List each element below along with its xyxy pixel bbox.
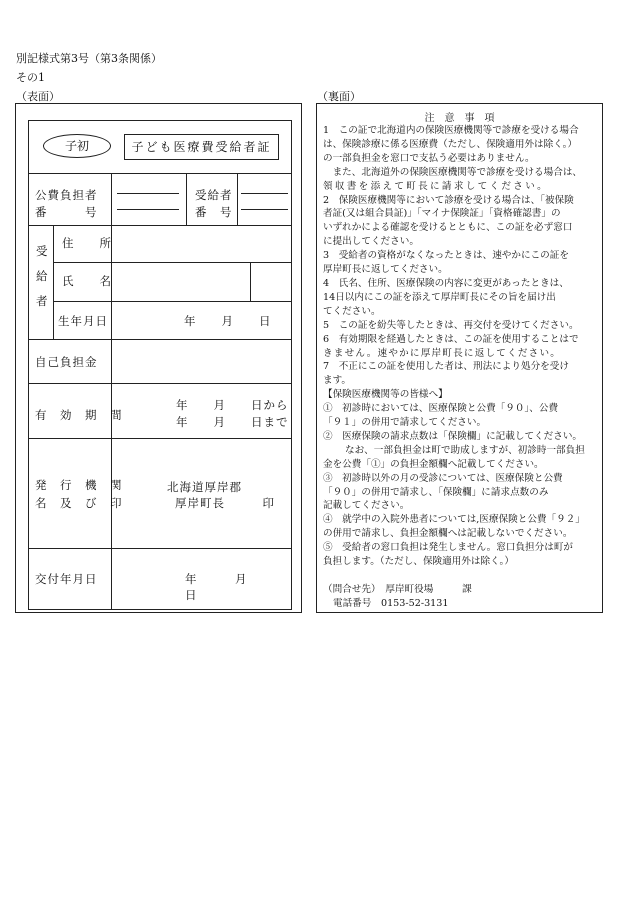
note-line: の併用で請求し、負担金額欄へは記載しないでください。 xyxy=(323,528,573,540)
validity-to: 年 月 日まで xyxy=(176,415,289,429)
notes-body xyxy=(323,124,585,611)
birthdate-label: 生年月日 xyxy=(58,314,108,328)
issuer-label: 発 行 機 関 xyxy=(35,478,123,492)
recipient-vertical-1: 受 xyxy=(36,244,49,258)
issuer-label-2: 名 及 び 印 xyxy=(35,496,123,510)
validity-from: 年 月 日から xyxy=(176,398,289,412)
note-line: 3 受給者の資格がなくなったときは、速やかにこの証を xyxy=(323,250,569,262)
form-part: その1 xyxy=(16,71,45,84)
birthdate-value: 年 月 日 xyxy=(184,314,272,328)
note-line: ③ 初診時以外の月の受診については、医療保険と公費 xyxy=(323,472,563,484)
note-line: 負担します。（ただし、保険適用外は除く。） xyxy=(323,556,514,568)
back-card xyxy=(316,103,603,613)
front-card xyxy=(15,103,302,613)
note-line: また、北海道外の保険医療機関等で診療を受ける場合は、 xyxy=(323,166,583,178)
divider xyxy=(29,173,291,174)
payer-number-label: 公費負担者 xyxy=(35,188,98,202)
recipient-number-label-2: 番 号 xyxy=(195,205,233,219)
note-line: きません。速やかに厚岸町長に返してください。 xyxy=(323,347,562,359)
recipient-number-label: 受給者 xyxy=(195,188,233,202)
note-section-heading: 【保険医療機関等の皆様へ】 xyxy=(323,389,448,401)
note-line: 「９０」の併用で請求し、「保険欄」に請求点数のみ xyxy=(323,486,549,498)
note-line: に提出してください。 xyxy=(323,236,419,248)
notes-heading: 注 意 事 項 xyxy=(424,113,495,124)
note-line: てください。 xyxy=(323,305,381,317)
front-label: （表面） xyxy=(16,90,60,103)
note-line: ② 医療保険の請求点数は「保険欄」に記載してください。 xyxy=(323,430,583,442)
note-line: 「９１」の併用で請求してください。 xyxy=(323,417,487,429)
note-line: 領収書を添えて町長に請求してください。 xyxy=(323,180,549,192)
card-title: 子ども医療費受給者証 xyxy=(124,134,279,160)
note-line: なお、一部負担金は町で助成しますが、初診時一部負担 xyxy=(345,444,585,456)
issue-date-value: 年 月 日 xyxy=(185,572,285,602)
note-line: 4 氏名、住所、医療保険の内容に変更があったときは、 xyxy=(323,277,569,289)
note-line: 2 保険医療機関等において診療を受ける場合は、「被保険 xyxy=(323,194,574,206)
copay-label: 自己負担金 xyxy=(35,355,98,369)
seal-oval: 子初 xyxy=(43,134,111,158)
address-label: 住 所 xyxy=(62,236,112,250)
note-line: 記載してください。 xyxy=(323,500,410,512)
note-line xyxy=(323,569,585,583)
note-line: ④ 就学中の入院外患者については,医療保険と公費「９２」 xyxy=(323,514,585,526)
issuer-value-2: 厚岸町長 印 xyxy=(175,496,275,510)
recipient-vertical-3: 者 xyxy=(36,294,49,308)
issuer-value: 北海道厚岸郡 xyxy=(167,480,242,494)
name-label: 氏 名 xyxy=(62,274,112,288)
front-inner-table xyxy=(28,120,292,610)
note-line: 厚岸町長に返してください。 xyxy=(323,264,448,276)
phone-line: 電話番号 0153-52-3131 xyxy=(333,597,449,609)
note-line: 金を公費「①」の負担金額欄へ記載してください。 xyxy=(323,458,544,470)
recipient-vertical-2: 給 xyxy=(36,269,49,283)
note-line: の一部負担金を窓口で支払う必要はありません。 xyxy=(323,152,535,164)
note-line: は、保険診療に係る医療費（ただし、保険適用外は除く。） xyxy=(323,138,578,150)
note-line: 5 この証を紛失等したときは、再交付を受けてください。 xyxy=(323,319,579,331)
note-line: 7 不正にこの証を使用した者は、刑法により処分を受け xyxy=(323,361,569,373)
note-line: 14日以内にこの証を添えて厚岸町長にその旨を届け出 xyxy=(323,291,556,303)
form-number: 別記様式第3号（第3条関係） xyxy=(16,52,162,65)
note-line: ます。 xyxy=(323,375,352,387)
contact-line: （問合せ先） 厚岸町役場 課 xyxy=(323,583,472,595)
note-line: 6 有効期限を経過したときは、この証を使用することはで xyxy=(323,333,579,345)
note-line: ① 初診時においては、医療保険と公費「９０」、公費 xyxy=(323,403,559,415)
note-line: いずれかによる確認を受けるとともに、この証を必ず窓口 xyxy=(323,222,573,234)
payer-number-label-2: 番 号 xyxy=(35,205,98,219)
note-line: ⑤ 受給者の窓口負担は発生しません。窓口負担分は町が xyxy=(323,542,574,554)
issue-date-label: 交付年月日 xyxy=(35,572,98,586)
note-line: 者証(又は組合員証)」「マイナ保険証」「資格確認書」の xyxy=(323,208,561,220)
validity-label: 有 効 期 間 xyxy=(35,408,123,422)
note-line: 1 この証で北海道内の保険医療機関等で診療を受ける場合 xyxy=(323,125,579,136)
back-label: （裏面） xyxy=(317,90,361,103)
